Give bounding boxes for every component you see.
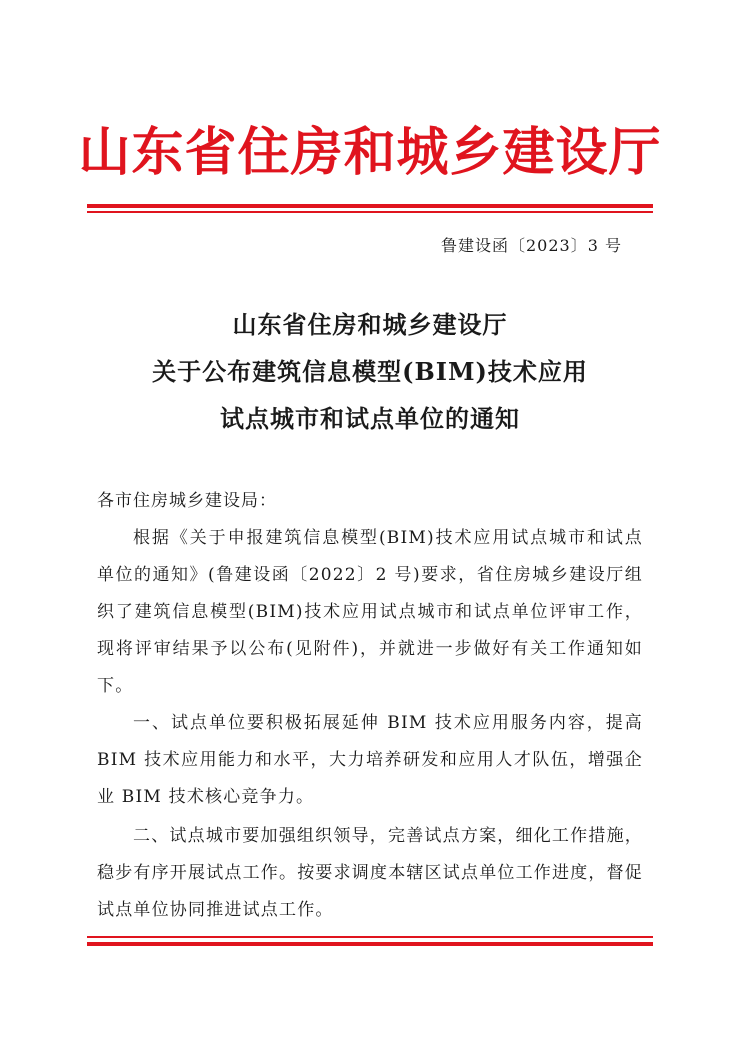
body-paragraph-intro: 根据《关于申报建筑信息模型(BIM)技术应用试点城市和试点单位的通知》(鲁建设函〔2022〕2 号)要求，省住房城乡建设厅组织了建筑信息模型(BIM)技术应用试点城市和试点单位评审工作，现将评审结果予以公布(见附件)，并就进一步做好有关工作通知如下。 <box>97 528 643 696</box>
document-number: 鲁建设函〔2023〕3 号 <box>441 236 622 255</box>
header-rule-thin <box>87 211 653 213</box>
salutation: 各市住房城乡建设局： <box>97 491 277 511</box>
agency-masthead: 山东省住房和城乡建设厅 <box>78 122 662 183</box>
title-line-1: 山东省住房和城乡建设厅 <box>232 310 508 339</box>
body-paragraph-item-2: 二、试点城市要加强组织领导，完善试点方案，细化工作措施，稳步有序开展试点工作。按要求调度本辖区试点单位工作进度，督促试点单位协同推进试点工作。 <box>97 826 643 920</box>
footer-rule-thick <box>87 942 653 946</box>
footer-rule-thin <box>87 936 653 938</box>
header-rule-thick <box>87 204 653 208</box>
title-line-2: 关于公布建筑信息模型(BIM)技术应用 <box>152 357 588 386</box>
title-line-3: 试点城市和试点单位的通知 <box>220 404 520 433</box>
body-paragraph-item-1: 一、试点单位要积极拓展延伸 BIM 技术应用服务内容，提高 BIM 技术应用能力和水平，大力培养研发和应用人才队伍，增强企业 BIM 技术核心竞争力。 <box>97 713 643 807</box>
